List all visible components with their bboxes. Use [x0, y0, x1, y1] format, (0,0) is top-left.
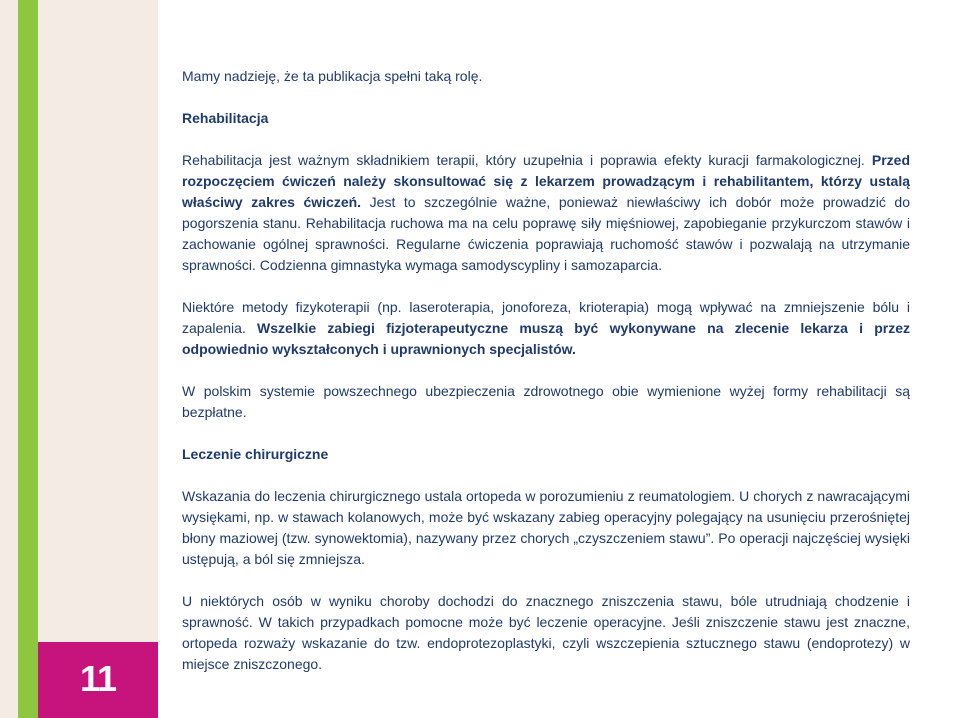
rehab-text-1: Rehabilitacja jest ważnym składnikiem terapii, który uzupełnia i poprawia efekty kuracji farmakologicznej. — [182, 152, 872, 168]
article-body — [182, 66, 910, 675]
rehab-emphasis-1: Przed rozpoczęciem ćwiczeń należy skonsultować się z lekarzem prowadzącym i rehabilitantem, którzy ustalą właściwy zakres ćwiczeń. — [182, 152, 910, 210]
rehabilitation-paragraph-2 — [182, 297, 910, 360]
rehabilitation-paragraph-1 — [182, 150, 910, 276]
surgery-paragraph-2: U niektórych osób w wyniku choroby dochodzi do znacznego zniszczenia stawu, bóle utrudniają chodzenie i sprawność. W takich przypadkach pomocne może być leczenie operacyjne. Jeśli zniszczenie stawu jest znaczne, ortopeda rozważy wskazanie do tzw. endoprotezoplastyki, czyli wszczepienia sztucznego stawu (endoprotezy) w miejsce zniszczonego. — [182, 593, 910, 672]
green-stripe — [18, 0, 38, 718]
page-side-tab — [38, 0, 158, 718]
page-number-box — [38, 642, 158, 718]
section-heading-rehabilitation: Rehabilitacja — [182, 110, 269, 126]
section-heading-surgery: Leczenie chirurgiczne — [182, 446, 329, 462]
page-number: 11 — [79, 658, 117, 699]
left-margin-band — [0, 0, 18, 718]
intro-paragraph: Mamy nadzieję, że ta publikacja spełni taką rolę. — [182, 68, 483, 84]
rehab-text-2: Jest to szczególnie ważne, ponieważ niewłaściwy ich dobór może prowadzić do pogorszenia stanu. Rehabilitacja ruchowa ma na celu poprawę siły mięśniowej, zapobieganie przykurczom stawów i zachowanie ogólnej sprawności. Regularne ćwiczenia poprawiają ruchomość stawów i pozwalają na utrzymanie sprawności. Codzienna gimnastyka wymaga samodyscypliny i samozaparcia. — [182, 194, 911, 273]
rehabilitation-paragraph-3: W polskim systemie powszechnego ubezpieczenia zdrowotnego obie wymienione wyżej formy rehabilitacji są bezpłatne. — [182, 383, 910, 420]
rehab-text-3: Niektóre metody fizykoterapii (np. laseroterapia, jonoforeza, krioterapia) mogą wpływać na zmniejszenie bólu i zapalenia. — [182, 299, 910, 336]
rehab-emphasis-2: Wszelkie zabiegi fizjoterapeutyczne muszą być wykonywane na zlecenie lekarza i przez odpowiednio wykształconych i uprawnionych specjalistów. — [182, 320, 910, 357]
surgery-paragraph-1: Wskazania do leczenia chirurgicznego ustala ortopeda w porozumieniu z reumatologiem. U chorych z nawracającymi wysiękami, np. w stawach kolanowych, może być wskazany zabieg operacyjny polegający na usunięciu przerośniętej błony maziowej (tzw. synowektomia), nazywany przez chorych „czyszczeniem stawu”. Po operacji najczęściej wysięki ustępują, a ból się zmniejsza. — [182, 488, 910, 567]
